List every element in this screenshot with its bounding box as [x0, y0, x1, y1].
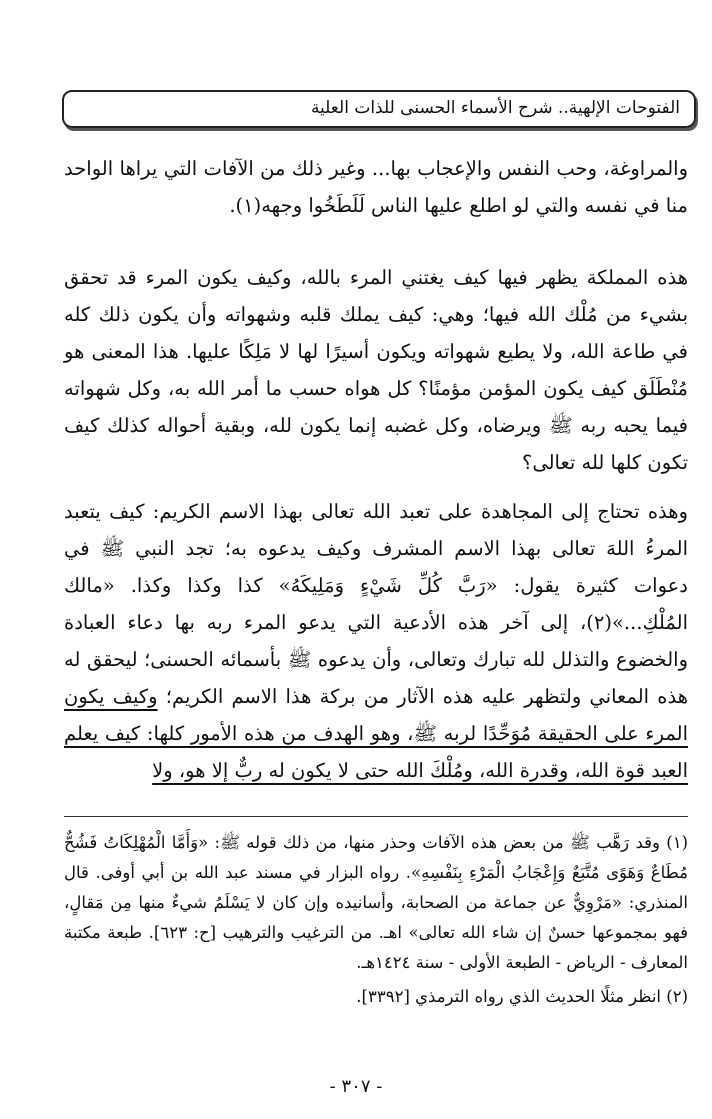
header-title: الفتوحات الإلهية.. شرح الأسماء الحسنى للذات العلية [310, 98, 680, 118]
body-paragraph-3 [64, 493, 688, 789]
footnote-2: (٢) انظر مثلًا الحديث الذي رواه الترمذي [٣٣٩٢]. [356, 987, 688, 1006]
page-number: - ٣٠٧ - [329, 1076, 383, 1097]
paragraph-text: هذه المملكة يظهر فيها كيف يغتني المرء بالله، وكيف يكون المرء قد تحقق بشيء من مُلْك الله فيها؛ وهي: كيف يملك قلبه وشهواته وأن يكون ذلك كله في طاعة الله، ولا يطيع شهواته ويكون أسيرًا لها لا مَلِكًا عليها. هذا المعنى هو مُنْطَلَق كيف يكون المؤمن مؤمنًا؟ كل هواه حسب ما أمر الله به، وكل شهواته فيما يحبه ربه ﷺ ويرضاه، وكل غضبه إنما يكون لله، وبقية أحواله كذلك كيف تكون كلها لله تعالى؟ [64, 266, 688, 474]
footnote-divider [64, 816, 688, 817]
paragraph-text [64, 493, 688, 789]
paragraph-main-text: وهذه تحتاج إلى المجاهدة على تعبد الله تعالى بهذا الاسم الكريم: كيف يتعبد المرءُ اللهَ تعالى بهذا الاسم المشرف وكيف يدعوه به؛ تجد النبي ﷺ في دعوات كثيرة يقول: «رَبَّ كُلِّ شَيْءٍ وَمَلِيكَهُ» كذا وكذا وكذا. «مالك المُلْكِ...»(٢)، إلى آخر هذه الأدعية التي يدعو المرء ربه بها دعاء العبادة والخضوع والتذلل لله تبارك وتعالى، وأن يدعوه ﷺ بأسمائه الحسنى؛ ليحقق له هذه المعاني ولتظهر عليه هذه الآثار من بركة هذا الاسم الكريم؛ [64, 500, 689, 708]
footnotes-section [64, 828, 688, 1016]
underlined-text: وكيف يكون المرء على الحقيقة مُوَحِّدًا لربه ﷺ، وهو الهدف من هذه الأمور كلها: كيف يعلم العبد قوة الله، وقدرة الله، ومُلْكَ الله حتى لا يكون له ربٌّ إلا هو، ولا [64, 685, 688, 782]
running-header [62, 90, 696, 128]
body-paragraph-1 [64, 150, 688, 224]
body-paragraph-2 [64, 259, 688, 481]
paragraph-text: والمراوغة، وحب النفس والإعجاب بها... وغير ذلك من الآفات التي يراها الواحد منا في نفسه والتي لو اطلع عليها الناس لَلَطَخُوا وجهه(١). [64, 157, 688, 217]
footnote-1: (١) وقد رَهَّب ﷺ من بعض هذه الآفات وحذر منها، من ذلك قوله ﷺ: «وَأَمَّا الْمُهْلِكَاتُ فَشُحٌّ مُطَاعٌ وَهَوًى مُتَّبَعٌ وَإِعْجَابُ الْمَرْءِ بِنَفْسِهِ». رواه البزار في مسند عبد الله بن أبي أوفى. قال المنذري: «مَرْوِيٌّ عن جماعة من الصحابة، وأسانيده وإن كان لا يَسْلَمُ شيءٌ منها مِن مَقالٍ، فهو بمجموعها حسنٌ إن شاء الله تعالى» اهـ. من الترغيب والترهيب [ح: ٦٢٣]. طبعة مكتبة المعارف - الرياض - الطبعة الأولى - سنة ١٤٢٤هـ. [64, 833, 689, 972]
